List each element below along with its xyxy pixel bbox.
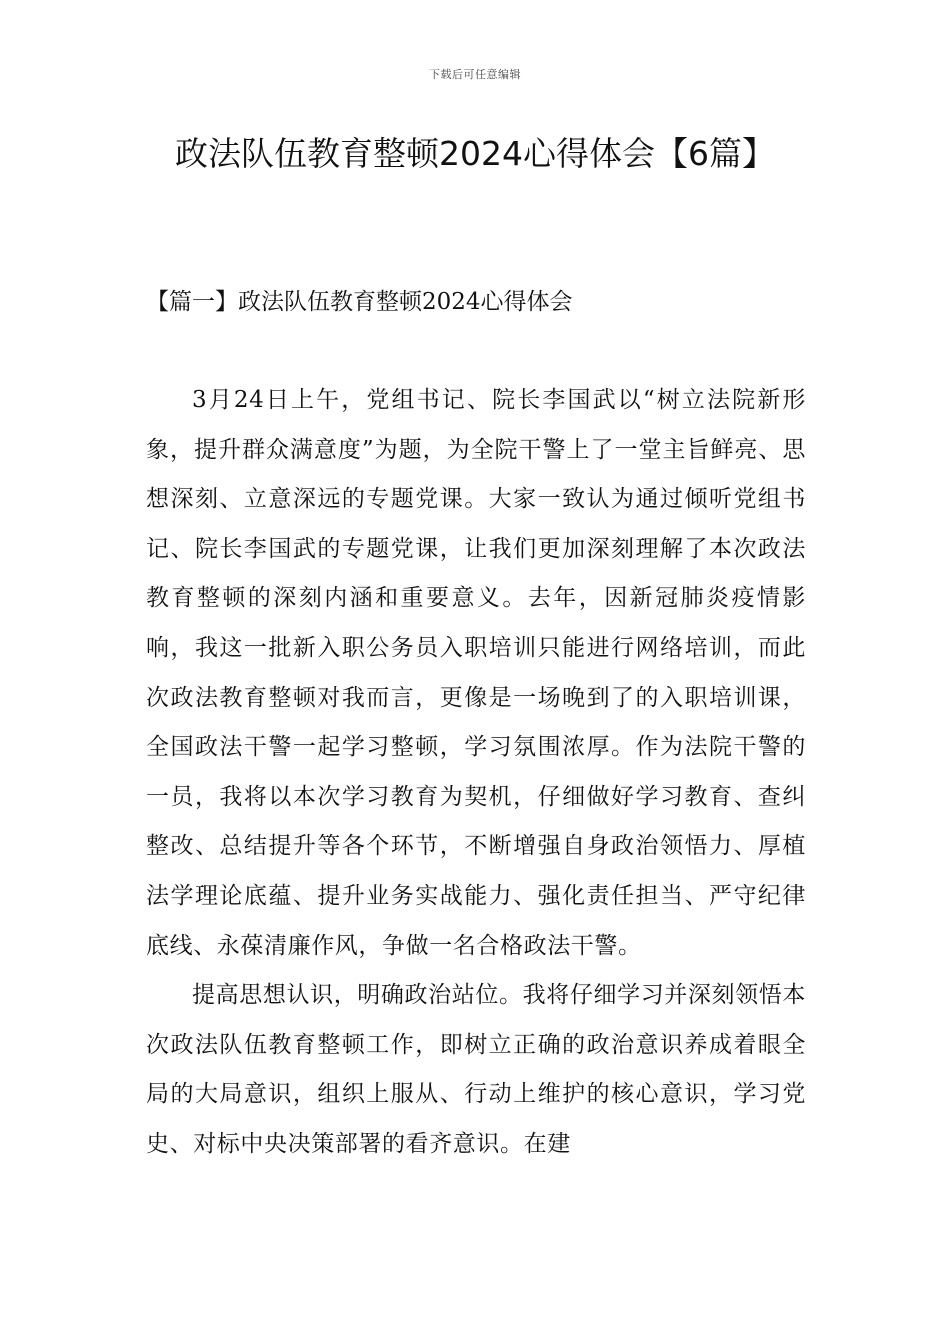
section-heading: 【篇一】政法队伍教育整顿2024心得体会: [146, 289, 573, 315]
document-title: 政法队伍教育整顿2024心得体会【6篇】: [175, 134, 775, 173]
header-note: 下载后可任意编辑: [429, 68, 521, 81]
body-paragraph-1: 3月24日上午，党组书记、院长李国武以“树立法院新形象，提升群众满意度”为题，为全院干警上了一堂主旨鲜亮、思想深刻、立意深远的专题党课。大家一致认为通过倾听党组书记、院长李国武的专题党课，让我们更加深刻理解了本次政法教育整顿的深刻内涵和重要意义。去年，因新冠肺炎疫情影响，我这一批新入职公务员入职培训只能进行网络培训，而此次政法教育整顿对我而言，更像是一场晚到了的入职培训课，全国政法干警一起学习整顿，学习氛围浓厚。作为法院干警的一员，我将以本次学习教育为契机，仔细做好学习教育、查纠整改、总结提升等各个环节，不断增强自身政治领悟力、厚植法学理论底蕴、提升业务实战能力、强化责任担当、严守纪律底线、永葆清廉作风，争做一名合格政法干警。: [146, 387, 806, 959]
body-paragraph-2: 提高思想认识，明确政治站位。我将仔细学习并深刻领悟本次政法队伍教育整顿工作，即树立正确的政治意识养成着眼全局的大局意识，组织上服从、行动上维护的核心意识，学习党史、对标中央决策部署的看齐意识。在建: [146, 982, 806, 1157]
document-body: [146, 376, 806, 1170]
